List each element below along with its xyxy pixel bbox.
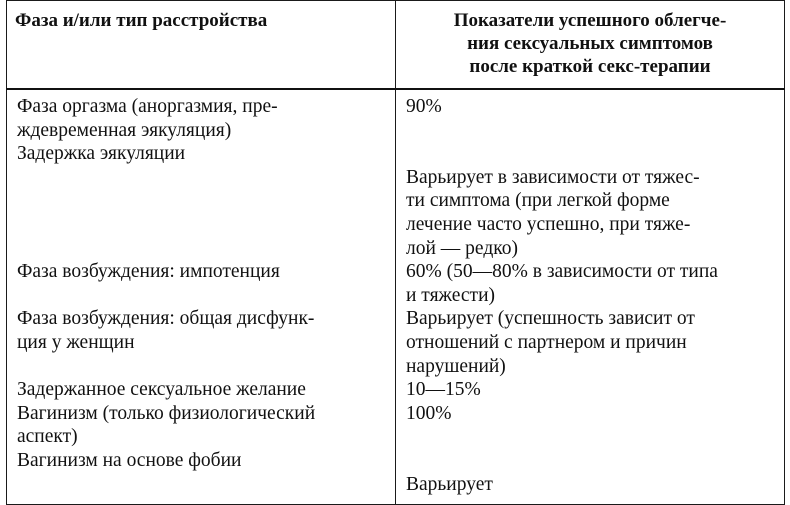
header-success-rate xyxy=(396,1,785,90)
phase-text: Задержка эякуляции xyxy=(17,143,186,165)
header-phase-type-label: Фаза и/или тип расстройства xyxy=(15,10,268,31)
result-cell xyxy=(396,307,785,378)
phase-cell xyxy=(7,89,396,142)
phase-cell xyxy=(7,307,396,378)
phase-text: Фаза возбуждения: общая дисфунк- ция у женщин xyxy=(17,308,315,353)
therapy-success-table xyxy=(6,0,785,505)
table-row xyxy=(7,142,785,260)
result-cell xyxy=(396,378,785,402)
header-success-rate-label: Показатели успешного облегче- ния сексуальных симптомов после краткой секс-терапии xyxy=(453,10,727,77)
result-text: 10—15% xyxy=(406,379,481,401)
table-body xyxy=(7,89,785,505)
phase-cell xyxy=(7,402,396,449)
table-row xyxy=(7,402,785,449)
result-text: 100% xyxy=(406,402,452,424)
table-row xyxy=(7,378,785,402)
result-text: Варьирует (успешность зависит от отношений с партнером и причин нарушений) xyxy=(406,308,695,377)
phase-text: Фаза возбуждения: импотенция xyxy=(17,261,280,283)
phase-cell xyxy=(7,260,396,307)
result-cell xyxy=(396,449,785,505)
phase-text: Фаза оргазма (аноргазмия, пре- ждевременная эякуляция) xyxy=(17,96,278,141)
result-cell xyxy=(396,260,785,307)
phase-text: Вагинизм (только физиологический аспект) xyxy=(17,402,316,448)
table-row xyxy=(7,89,785,142)
phase-cell xyxy=(7,449,396,505)
phase-cell xyxy=(7,378,396,402)
result-cell xyxy=(396,402,785,449)
table-row xyxy=(7,307,785,378)
result-text: Варьирует в зависимости от тяжес- ти симптома (при легкой форме лечение часто успешно, при тяже- лой — редко) xyxy=(406,166,700,259)
result-text: 90% xyxy=(406,96,442,117)
table-row xyxy=(7,449,785,505)
result-text: 60% (50—80% в зависимости от типа и тяжести) xyxy=(406,261,718,306)
phase-text: Вагинизм на основе фобии xyxy=(17,449,242,471)
phase-cell xyxy=(7,142,396,260)
table-row xyxy=(7,260,785,307)
result-cell xyxy=(396,89,785,142)
phase-text: Задержанное сексуальное желание xyxy=(17,379,306,401)
header-row xyxy=(7,1,785,90)
result-cell xyxy=(396,142,785,260)
result-text: Варьирует xyxy=(406,473,493,495)
header-phase-type xyxy=(7,1,396,90)
table-header xyxy=(7,1,785,90)
